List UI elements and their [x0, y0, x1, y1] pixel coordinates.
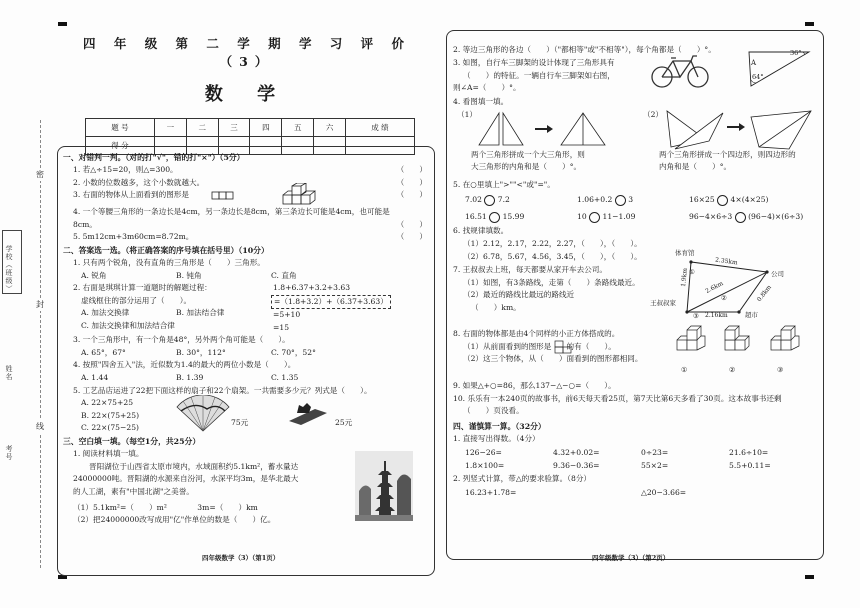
- cube-figures: [671, 320, 811, 368]
- reading-subquestion: （2）把24000000改写成用"亿"作单位的数是（ ）亿。: [73, 515, 276, 525]
- choice-question-2: 2. 右面是琪琪计算一道题时的解题过程： 虚线框住的部分运用了（ ）。 A. 加法交换律 B. 加法结合律 C. 加法交换律和加法结合律 1.8+6.37+3.2+3.63 =（1.8+3.2）+（6.37+3.63） =5+10 =15: [63, 282, 433, 334]
- left-questions: [63, 151, 433, 527]
- compare-circle[interactable]: [489, 212, 500, 223]
- question-2: 2. 等边三角形的各边（ ）（"都相等"或"不相等"），每个角都是（ ）°。: [453, 45, 716, 54]
- calc-item[interactable]: 16.23+1.78=: [465, 487, 517, 497]
- reading-text: 晋阳湖位于山西省太原市境内，水域面积约5.1km²，蓄水量达: [89, 461, 299, 471]
- question-3: 3. 如图，自行车三脚架的设计体现了三角形具有 （ ）的特征。一辆自行车三脚架如右图， 则∠A=（ ）°。 A 36° 64°: [453, 57, 819, 96]
- judge-item: 5. 5m12cm+3m60cm=8.72m。 （ ）: [63, 231, 433, 244]
- registration-mark: [58, 22, 67, 26]
- answer-paren[interactable]: （ ）: [396, 232, 427, 242]
- section-2-heading: 二、答案选一选。（将正确答案的序号填在括号里）（10分）: [63, 245, 269, 255]
- stand-price: 25元: [335, 418, 353, 428]
- option[interactable]: C. 加法交换律和加法结合律: [81, 320, 175, 330]
- triangle-combine-1: [477, 111, 625, 149]
- angle-a-label: A: [751, 58, 757, 67]
- option[interactable]: B. 30°，112°: [176, 347, 226, 357]
- registration-mark: [805, 575, 814, 579]
- pattern-2: （2）6.78，5.67，4.56，3.45，（ ），（ ）。: [463, 251, 642, 261]
- seal-word: 密: [36, 170, 44, 179]
- map-company: 公司: [771, 269, 784, 278]
- map-distance: 1.9km: [679, 267, 689, 288]
- calc-item[interactable]: 1.8×100=: [465, 461, 505, 471]
- binding-strip: [0, 0, 54, 608]
- option[interactable]: A. 1.44: [81, 372, 109, 382]
- map-distance: 2.6km: [704, 279, 725, 295]
- pagoda-photo: [355, 451, 413, 521]
- option[interactable]: B. 钝角: [176, 270, 202, 280]
- cube-label: ①: [681, 365, 688, 374]
- cube-label: ②: [729, 365, 736, 374]
- reading-text: 的人工湖，素有"中国北湖"之美誉。: [73, 486, 194, 496]
- calc-item[interactable]: △20−3.66=: [641, 487, 687, 497]
- option[interactable]: C. 1.35: [271, 372, 299, 382]
- reading-question: 1. 阅读材料填一填。: [73, 449, 144, 459]
- judge-item: 2. 小数的位数越多，这个小数就越大。 （ ）: [63, 177, 433, 190]
- calc-row: [453, 459, 819, 473]
- triangle-diagram: [743, 48, 815, 90]
- calc-item[interactable]: 55×2=: [641, 461, 669, 471]
- fan-stand-icon: [285, 401, 331, 425]
- school-label: 学校（班级）: [5, 245, 13, 293]
- seal-word: 封: [36, 300, 44, 309]
- score-header: 二: [186, 119, 218, 137]
- front-view-icon: [554, 340, 576, 354]
- route-label: ②: [721, 293, 727, 302]
- compare-circle[interactable]: [615, 195, 626, 206]
- score-row-label: 得 分: [86, 137, 155, 155]
- option[interactable]: A. 22×75+25: [81, 398, 134, 408]
- angle-36-label: 36°: [790, 48, 802, 57]
- route-label: ③: [693, 311, 699, 320]
- calc-question-2: 2. 列竖式计算，带△的要求验算。（8分）: [453, 473, 592, 483]
- map-distance: 0.8km: [755, 283, 774, 303]
- score-header: 六: [314, 119, 346, 137]
- subject-title: 数 学: [204, 84, 290, 105]
- route-label: ①: [689, 267, 695, 276]
- seal-line: [40, 120, 41, 568]
- option[interactable]: A. 65°，67°: [81, 347, 126, 357]
- id-label: 考号: [5, 445, 13, 461]
- compare-circle[interactable]: [484, 195, 495, 206]
- option[interactable]: C. 直角: [271, 270, 297, 280]
- score-header: 四: [250, 119, 282, 137]
- section-1-heading: 一、对错判一判。（对的打"√"，错的打"×"）（5分）: [63, 153, 245, 162]
- fan-icon: [175, 395, 231, 433]
- route-map: [671, 250, 811, 326]
- judge-item: 1. 若△÷15=20，则△=300。 （ ）: [63, 164, 433, 177]
- option[interactable]: B. 加法结合律: [176, 308, 225, 318]
- triangle-compose-figures: （1） （2） 两个三角形拼成一个大三角形，则 大三角形的内角和是（ ）°。 两个三角形拼成一个四边形，则四边形的 内角和是（ ）°。: [453, 109, 819, 175]
- section-3-heading: 三、空白填一填。（每空1分，共25分）: [63, 437, 201, 447]
- answer-paren[interactable]: （ ）: [396, 190, 427, 200]
- calc-question-1: 1. 直接写出得数。（4分）: [453, 434, 540, 444]
- reading-subquestion: （1）5.1km²=（ ）m² 3m=（ ）km: [73, 502, 258, 512]
- judge-item: 3. 右面的物体从上面看到的图形是 （ ）: [63, 189, 433, 206]
- angle-64-label: 64°: [752, 72, 764, 81]
- option[interactable]: A. 锐角: [81, 270, 107, 280]
- question-10: 10. 乐乐有一本240页的故事书，前6天每天看25页，第7天比第6天多看了30页。这本故事书还剩: [453, 393, 782, 403]
- compare-circle[interactable]: [717, 195, 728, 206]
- calc-item[interactable]: 126−26=: [465, 447, 502, 457]
- calc-item[interactable]: 9.36−0.36=: [553, 461, 600, 471]
- judge-item: 4. 一个等腰三角形的一条边长是4cm，另一条边长是8cm，第三条边长可能是4cm，也可能是: [73, 207, 390, 217]
- choice-options: [63, 372, 433, 385]
- triangle-combine-2: [665, 109, 817, 151]
- score-header: 五: [282, 119, 314, 137]
- option[interactable]: A. 加法交换律: [81, 308, 130, 318]
- option[interactable]: B. 22×(75+25): [81, 410, 140, 420]
- option[interactable]: C. 22×(75−25): [81, 423, 140, 433]
- question-9: 9. 如果△+○=86，那么137−△−○=（ ）。: [453, 380, 616, 390]
- question-7: 7. 王叔叔去上班，每天都要从家开车去公司。 （1）如图，有3条路线，走第（ ）条路线最近。 （2）最近的路线比最远的路线近 （ ）km。 体育馆 公司 王叔叔家 超市 1.9km 2.35km 2.6km 0.8km 2.16km ① ② ③: [453, 264, 819, 328]
- map-distance: 2.35km: [714, 256, 739, 267]
- page-footer: 四年级数学（3）（第2页）: [592, 554, 670, 562]
- cube-label: ③: [777, 365, 784, 374]
- question-6: 6. 找规律填数。: [453, 226, 509, 236]
- map-home: 王叔叔家: [650, 298, 676, 307]
- name-label: 姓名: [5, 365, 13, 381]
- fan-price: 75元: [231, 418, 249, 428]
- map-distance: 2.16km: [705, 311, 728, 319]
- pattern-1: （1）2.12，2.17，2.22，2.27，（ ），（ ）。: [463, 239, 642, 249]
- choice-question: 5. 工艺品店运进了22把下面这样的扇子和22个扇架。一共需要多少元？列式是（ ）。: [73, 385, 372, 395]
- compare-circle[interactable]: [589, 212, 600, 223]
- score-header: 一: [154, 119, 186, 137]
- map-gym: 体育馆: [675, 248, 695, 257]
- answer-paren[interactable]: （ ）: [396, 177, 427, 187]
- question-4: 4. 看图填一填。: [453, 96, 509, 106]
- score-header: 题 号: [86, 119, 155, 137]
- score-header: 三: [218, 119, 250, 137]
- exam-title: 四 年 级 第 二 学 期 学 习 评 价 （3）: [82, 36, 412, 69]
- reading-text: 24000000吨。晋阳湖的水源来自汾河，水深平均3m，是华北最大: [73, 474, 299, 484]
- calc-item[interactable]: 4.32+0.02=: [553, 447, 600, 457]
- cube-stack-icon: [279, 183, 323, 207]
- dashed-box: =（1.8+3.2）+（6.37+3.63）: [271, 295, 391, 310]
- question-10-cont: （ ）页没看。: [463, 406, 524, 416]
- choice-options: [63, 270, 433, 283]
- choice-options: [63, 347, 433, 360]
- bicycle-icon: [649, 53, 711, 89]
- calc-row: [453, 446, 819, 460]
- choice-question: 4. 按照"四舍五入"法，近似数为1.4的最大的两位小数是（ ）。: [73, 360, 296, 370]
- judge-item: 8cm。 （ ）: [63, 219, 433, 232]
- fan-question: [63, 397, 433, 435]
- worked-calculation: 1.8+6.37+3.2+3.63 =（1.8+3.2）+（6.37+3.63） =5+10 =15: [273, 282, 391, 334]
- question-8: 8. 右面的物体都是由4个同样的小正方体搭成的。 （1）从前面看到的图形是 的有（ ）。 （2）这三个物体，从（ ）面看到的图形都相同。 ① ② ③: [453, 328, 819, 380]
- calc-item[interactable]: 0÷23=: [641, 447, 669, 457]
- calc-item[interactable]: 21.6÷10=: [729, 447, 769, 457]
- question-5: 5. 在○里填上">""<"或"="。: [453, 179, 555, 189]
- page-footer: 四年级数学（3）（第1页）: [202, 554, 280, 562]
- left-column: [57, 30, 437, 575]
- vertical-calc-row: [453, 486, 819, 500]
- answer-paren[interactable]: （ ）: [396, 219, 427, 229]
- choice-question: 1. 只有两个锐角，没有直角的三角形是（ ）三角形。: [73, 257, 265, 267]
- right-column: [446, 30, 824, 575]
- top-view-icon: [211, 191, 235, 201]
- option[interactable]: B. 1.39: [176, 372, 204, 382]
- score-header: 成 绩: [345, 119, 414, 137]
- answer-paren[interactable]: （ ）: [396, 165, 427, 174]
- compare-circle[interactable]: [735, 212, 746, 223]
- map-market: 超市: [745, 310, 758, 319]
- registration-mark: [805, 22, 814, 26]
- section-4-heading: 四、谨慎算一算。（32分）: [453, 422, 546, 432]
- option[interactable]: C. 70°，52°: [271, 347, 316, 357]
- calc-item[interactable]: 5.5+0.11=: [729, 461, 771, 471]
- seal-word: 线: [36, 422, 44, 431]
- choice-question: 3. 一个三角形中，有一个角是48°，另外两个角可能是（ ）。: [73, 335, 290, 345]
- compare-grid: 7.02 7.2 1.06+0.2 3 16×25 4×(4×25) 16.51 15.99 10 11−1.09 96−4×6÷3 (96−4)×(6÷3): [465, 195, 804, 222]
